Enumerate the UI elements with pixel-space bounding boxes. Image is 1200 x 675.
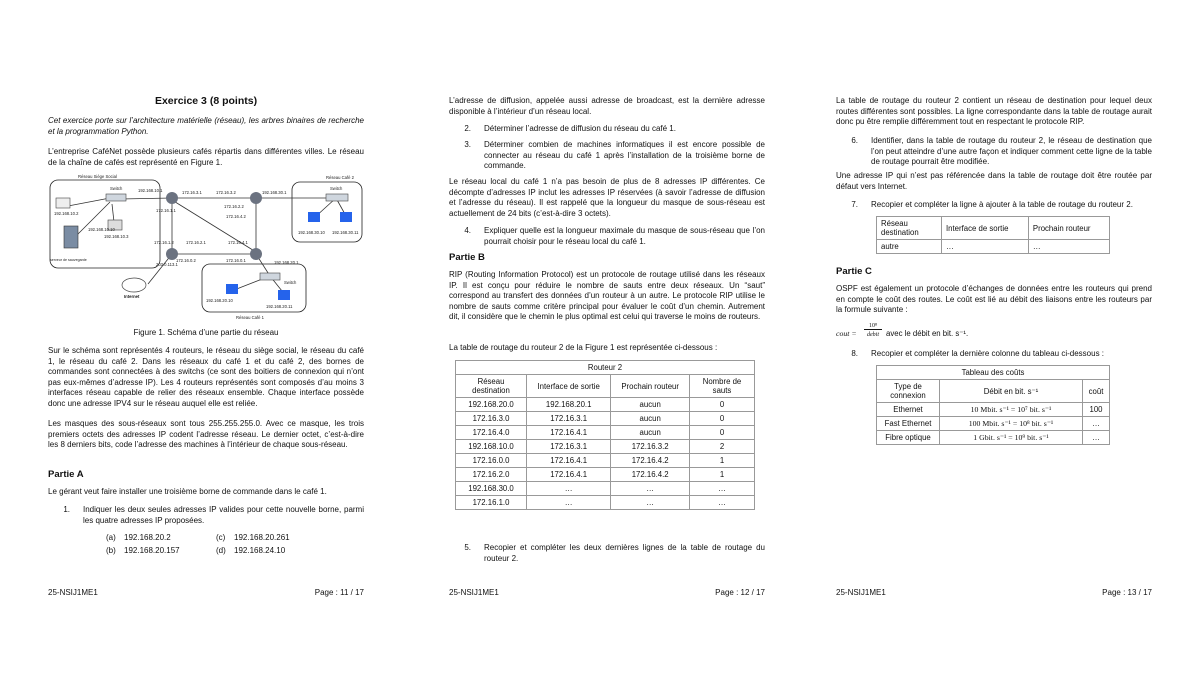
router-4 (250, 248, 262, 260)
router-1 (166, 192, 178, 204)
ip-r2-b: 172.16.2.2 (224, 204, 244, 209)
two-routes-paragraph: La table de routage du routeur 2 contient un réseau de destination pour lequel deux routes différentes sont possibles. La ligne correspondante dans la table de routage aurait donc pu être remplie différemment tout en respectant le protocole RIP. (836, 96, 1152, 126)
table-row: Fibre optique 1 Gbit. s⁻¹ = 10⁹ bit. s⁻¹ … (877, 431, 1110, 445)
figure-caption: Figure 1. Schéma d’une partie du réseau (133, 328, 279, 337)
question-6: 6. Identifier, dans la table de routage du routeur 2, le réseau de destination que l’on peut atteindre d’une autre façon et indiquer comment cette ligne de la table de routage pourrait être modifiée. (851, 136, 1152, 166)
page-11: Exercice 3 (8 points) Cet exercice porte sur l’architecture matérielle (réseau), les arbres binaires de recherche et la programmation Python. L’entreprise CaféNet possède plusieurs cafés répartis dans différentes villes. Le réseau de la chaîne de cafés est représenté en Figure 1. Réseau Siège Social Réseau Café 2 Réseau Café 1 192.168.10.2 serveur de sauvegarde 192.168.10.10 192.168.10.3 Switch 192.168.10.1 172.16.3.1 172.16.3.2 172.16.1.1 172.16.2.2 172.16.4.2 192.168.30.1 172.16.1.2 172.16.2.1 172.16.4.1 172.16.0.2 172.16.0.1 203.0.113.1 192.168.20.1 Switch 192.168.30.10 192.168.30.11 Switch 192.168.20.10 192.168.20.11 Internet Figure 1. Schéma d’une partie du réseau Sur le schéma sont représentés 4 routeurs, le réseau du siège social, le réseau du café 1, le réseau du café 2. Dans les réseaux du café 1 et du café 2, des bornes de commandes sont connectées à des switchs (ce sont des boitiers de connexion qui n’ont pas eux-mêmes d’adresse IP). Les 4 routeurs représentés sont composés d’au moins 3 interfaces réseau capable de relier des réseaux ensemble. Chaque interface possède donc une adresse IPV4 sur le réseau auquel elle est reliée. Les masques des sous-réseaux sont tous 255.255.255.0. Avec ce masque, les trois premiers octets des adresses IP codent l’adresse réseau. Le dernier octet, c’est-à-dire les 8 derniers bits, code l’adresse des machines à l’intérieur de chaque sous-réseau. Partie A Le gérant veut faire installer une troisième borne de commande dans le café 1. 1. Indiquer les deux seules adresses IP valides pour cette nouvelle borne, parmi les quatre adresses IP proposées. (a) 192.168.20.2 (c) 192.168.20.261 (b) 192.168.20.157 (d) 192.168.24.10 25-NSIJ1ME1 Page : 11 / 17 (48, 95, 364, 597)
siege-switch (106, 194, 126, 201)
siege-switch-label: Switch (110, 186, 123, 191)
question-2: 2. Déterminer l’adresse de diffusion du réseau du café 1. (464, 124, 676, 133)
exercise-title: Exercice 3 (8 points) (154, 95, 258, 107)
cafe2-switch (326, 194, 348, 201)
network-diagram (48, 172, 364, 322)
router-2 (250, 192, 262, 204)
cafe1-switch-label: Switch (284, 280, 297, 285)
question-8: 8. Recopier et compléter la dernière colonne du tableau ci-dessous : (851, 349, 1105, 358)
part-b-heading: Partie B (449, 252, 485, 263)
cost-table-title: Tableau des coûts (877, 366, 1110, 380)
ip-r4-a: 172.16.4.1 (228, 240, 248, 245)
internet-label: Internet (124, 294, 140, 299)
backup-server (64, 226, 78, 248)
ip-cafe2-pc1: 192.168.30.10 (298, 230, 325, 235)
ip-r4-lan: 192.168.20.1 (274, 260, 299, 265)
server-label: serveur de sauvegarde (50, 258, 87, 262)
cost-formula: cout = 10⁸ debit avec le débit en bit. s⁻¹. (836, 323, 969, 338)
intro-paragraph: L’entreprise CaféNet possède plusieurs cafés répartis dans différentes villes. Le réseau de la chaîne de cafés est représenté en Figure 1. (48, 147, 364, 167)
cafe1-mask-paragraph: Le réseau local du café 1 n’a pas besoin de plus de 8 adresses IP différentes. Ce décompte d’adresses IP inclut les adresses IP réservées (à savoir l’adresse de diffusion et l’adresse du réseau). Il est rappelé que la longueur du masque de sous-réseau est actuellement de 24 bits (c’est-à-dire 3 octets). (449, 177, 765, 218)
ip-siege-printer: 192.168.10.3 (104, 234, 129, 239)
broadcast-paragraph: L’adresse de diffusion, appelée aussi adresse de broadcast, est la dernière adresse disponible à l’intérieur d’un réseau local. (449, 96, 765, 116)
table-row: 192.168.10.0 172.16.3.1 172.16.3.2 2 (456, 440, 755, 454)
ip-r1-c: 172.16.1.2 (154, 240, 174, 245)
default-route-paragraph: Une adresse IP qui n’est pas référencée dans la table de routage doit être routée par défaut vers Internet. (836, 171, 1152, 191)
cafe2-label: Réseau Café 2 (326, 175, 354, 180)
ip-r3-b: 172.16.0.2 (176, 258, 196, 263)
table-row: 172.16.0.0 172.16.4.1 172.16.4.2 1 (456, 454, 755, 468)
page-12: L’adresse de diffusion, appelée aussi adresse de broadcast, est la dernière adresse disponible à l’intérieur d’un réseau local. 2. Déterminer l’adresse de diffusion du réseau du café 1. 3. Déterminer combien de machines informatiques il est encore possible de connecter au réseau du café 1 après l’installation de la troisième borne de commande. Le réseau local du café 1 n’a pas besoin de plus de 8 adresses IP différentes. Ce décompte d’adresses IP inclut les adresses IP réservées (à savoir l’adresse de diffusion et l’adresse du réseau). Il est rappelé que la longueur du masque de sous-réseau est actuellement de 24 bits (c’est-à-dire 3 octets). 4. Expliquer quelle est la longueur maximale du masque de sous-réseau que l’on pourrait choisir pour le réseau local du café 1. Partie B RIP (Routing Information Protocol) est un protocole de routage utilisé dans les réseaux IP. Il est conçu pour réduire le nombre de sauts entre deux réseaux. Un “saut” correspond au transfert des données d’un routeur à un autre. Le protocole RIP utilise le nombre de sauts comme critère principal pour évaluer le coût d’un chemin. Autrement dit, il considère que le chemin le plus optimal est celui qui traverse le moins de routeurs. La table de routage du routeur 2 de la Figure 1 est représentée ci-dessous : Routeur 2 Réseau destination Interface de sortie Prochain routeur Nombre de sauts 192.168.20.0 192.168.20.1 aucun 0 172.16.3.0 172.16.3.1 aucun 0 172.16.4.0 172.16.4.1 aucun 0 192.168.10.0 172.16.3.1 172.16.3.2 2 172.16.0.0 172.16.4.1 172.16.4.2 1 172.16.2.0 172.16.4.1 172.16.4.2 1 192.168.30.0 … … … 172.16.1.0 … … … 5. Recopier et compléter les deux dernières lignes de la table de routage du routeur 2. 25-NSIJ1ME1 Page : 12 / 17 (449, 96, 765, 597)
cafe1-terminal-2 (278, 290, 290, 300)
part-c-heading: Partie C (836, 266, 872, 277)
siege-pc-1 (56, 198, 70, 208)
cafe1-label: Réseau Café 1 (236, 315, 264, 320)
cafe2-switch-label: Switch (330, 186, 343, 191)
paragraph-masks: Les masques des sous-réseaux sont tous 255.255.255.0. Avec ce masque, les trois premiers octets des adresses IP codent l’adresse réseau. Le dernier octet, c’est-à-dire les 8 derniers bits, code l’adresse des machines à l’intérieur de chaque sous-réseau. (48, 419, 364, 449)
ip-r1-b: 172.16.1.1 (156, 208, 176, 213)
routing-table-router-2: Routeur 2 Réseau destination Interface de sortie Prochain routeur Nombre de sauts 192.168.20.0 192.168.20.1 aucun 0 172.16.3.0 172.16.3.1 aucun 0 172.16.4.0 172.16.4.1 aucun 0 192.168.10.0 172.16.3.1 172.16.3.2 2 172.16.0.0 172.16.4.1 172.16.4.2 1 172.16.2.0 172.16.4.1 172.16.4.2 1 192.168.30.0 … … … 172.16.1.0 … … … (455, 360, 755, 510)
table-row: Ethernet 10 Mbit. s⁻¹ = 10⁷ bit. s⁻¹ 100 (877, 403, 1110, 417)
table-row: 172.16.4.0 172.16.4.1 aucun 0 (456, 426, 755, 440)
intro-italic: Cet exercice porte sur l’architecture matérielle (réseau), les arbres binaires de recherche et la programmation Python. (48, 116, 364, 136)
cafe1-switch (260, 273, 280, 280)
paragraph-routers: Sur le schéma sont représentés 4 routeurs, le réseau du siège social, le réseau du café 1, le réseau du café 2. Dans les réseaux du café 1 et du café 2, des bornes de commandes sont connectées à des switchs (ce sont des boitiers de connexion qui n’ont pas eux-mêmes d’adresse IP). Les 4 routeurs représentés sont composés d’au moins 3 interfaces réseau capable de relier des réseaux ensemble. Chaque interface possède donc une adresse IPV4 sur le réseau auquel elle est reliée. (48, 346, 364, 408)
ip-r1-lan: 192.168.10.1 (138, 188, 163, 193)
routing-table-intro: La table de routage du routeur 2 de la Figure 1 est représentée ci-dessous : (449, 343, 718, 352)
ip-r2-c: 172.16.4.2 (226, 214, 246, 219)
question-4: 4. Expliquer quelle est la longueur maximale du masque de sous-réseau que l’on pourrait choisir pour le réseau local du café 1. (464, 226, 765, 246)
ip-r2-lan: 192.168.30.1 (262, 190, 287, 195)
cafe1-terminal-1 (226, 284, 238, 294)
table-row: Fast Ethernet 100 Mbit. s⁻¹ = 10⁸ bit. s⁻¹ … (877, 417, 1110, 431)
table-row: 172.16.3.0 172.16.3.1 aucun 0 (456, 412, 755, 426)
question-3: 3. Déterminer combien de machines informatiques il est encore possible de connecter au réseau du café 1 après l’installation de la troisième borne de commande. (464, 140, 765, 170)
part-a-text: Le gérant veut faire installer une troisième borne de commande dans le café 1. (48, 487, 327, 496)
default-route-table: Réseau destination Interface de sortie Prochain routeur autre … … (876, 216, 1110, 254)
table-row: 172.16.2.0 172.16.4.1 172.16.4.2 1 (456, 468, 755, 482)
ip-siege-pc1: 192.168.10.2 (54, 211, 79, 216)
table-row: 192.168.30.0 … … … (456, 482, 755, 496)
cafe2-terminal-1 (308, 212, 320, 222)
ip-r3-wan: 203.0.113.1 (156, 262, 178, 267)
ip-r1-a: 172.16.3.1 (182, 190, 202, 195)
question-7: 7. Recopier et compléter la ligne à ajouter à la table de routage du routeur 2. (851, 200, 1133, 209)
siege-network-box (50, 180, 160, 268)
siege-label: Réseau Siège Social (78, 174, 117, 179)
ip-r2-a: 172.16.3.2 (216, 190, 236, 195)
cafe2-terminal-2 (340, 212, 352, 222)
ip-r3-a: 172.16.2.1 (186, 240, 206, 245)
ip-cafe1-pc1: 192.168.20.10 (206, 298, 233, 303)
ip-r4-b: 172.16.0.1 (226, 258, 246, 263)
table-row: 192.168.20.0 192.168.20.1 aucun 0 (456, 398, 755, 412)
cost-table: Tableau des coûts Type de connexion Débit en bit. s⁻¹ coût Ethernet 10 Mbit. s⁻¹ = 10⁷ bit. s⁻¹ 100 Fast Ethernet 100 Mbit. s⁻¹ = 10⁸ bit. s⁻¹ … Fibre optique 1 Gbit. s⁻¹ = 10⁹ bit. s⁻¹ … (876, 365, 1110, 445)
ospf-paragraph: OSPF est également un protocole d’échanges de données entre les routeurs qui prend en compte le coût des routes. Le coût est lié au débit des liaisons entre les routeurs par la formule suivante : (836, 284, 1152, 314)
ip-siege-pc2: 192.168.10.10 (88, 227, 115, 232)
rip-paragraph: RIP (Routing Information Protocol) est un protocole de routage utilisé dans les réseaux IP. Il est conçu pour réduire le nombre de sauts entre deux réseaux. Un “saut” correspond au transfert des données d’un routeur à un autre. Le protocole RIP utilise le nombre de sauts comme critère principal pour évaluer le coût d’un chemin. Autrement dit, il considère que le chemin le plus optimal est celui qui traverse le moins de routeurs. (449, 270, 765, 321)
question-1: 1. Indiquer les deux seules adresses IP valides pour cette nouvelle borne, parmi les quatre adresses IP proposées. (63, 505, 364, 525)
internet-cloud-icon (122, 278, 146, 292)
routing-table-title: Routeur 2 (456, 361, 755, 375)
page-13: La table de routage du routeur 2 contient un réseau de destination pour lequel deux routes différentes sont possibles. La ligne correspondante dans la table de routage aurait donc pu être remplie différemment tout en respectant le protocole RIP. 6. Identifier, dans la table de routage du routeur 2, le réseau de destination que l’on peut atteindre d’une autre façon et indiquer comment cette ligne de la table de routage pourrait être modifiée. Une adresse IP qui n’est pas référencée dans la table de routage doit être routée par défaut vers Internet. 7. Recopier et compléter la ligne à ajouter à la table de routage du routeur 2. Réseau destination Interface de sortie Prochain routeur autre … … Partie C OSPF est également un protocole d’échanges de données entre les routeurs qui prend en compte le coût des routes. Le coût est lié au débit des liaisons entre les routeurs par la formule suivante : cout = 10⁸ debit avec le débit en bit. s⁻¹. 8. Recopier et compléter la dernière colonne du tableau ci-dessous : Tableau des coûts Type de connexion Débit en bit. s⁻¹ coût Ethernet 10 Mbit. s⁻¹ = 10⁷ bit. s⁻¹ 100 Fast Ethernet 100 Mbit. s⁻¹ = 10⁸ bit. s⁻¹ … Fibre optique 1 Gbit. s⁻¹ = 10⁹ bit. s⁻¹ … 25-NSIJ1ME1 Page : 13 / 17 (836, 96, 1152, 597)
table-row: 172.16.1.0 … … … (456, 496, 755, 510)
part-a-heading: Partie A (48, 469, 84, 480)
ip-cafe2-pc2: 192.168.30.11 (332, 230, 359, 235)
table-row: autre … … (877, 240, 1110, 254)
ip-cafe1-pc2: 192.168.20.11 (266, 304, 293, 309)
question-5: 5. Recopier et compléter les deux dernières lignes de la table de routage du routeur 2. (464, 543, 765, 563)
